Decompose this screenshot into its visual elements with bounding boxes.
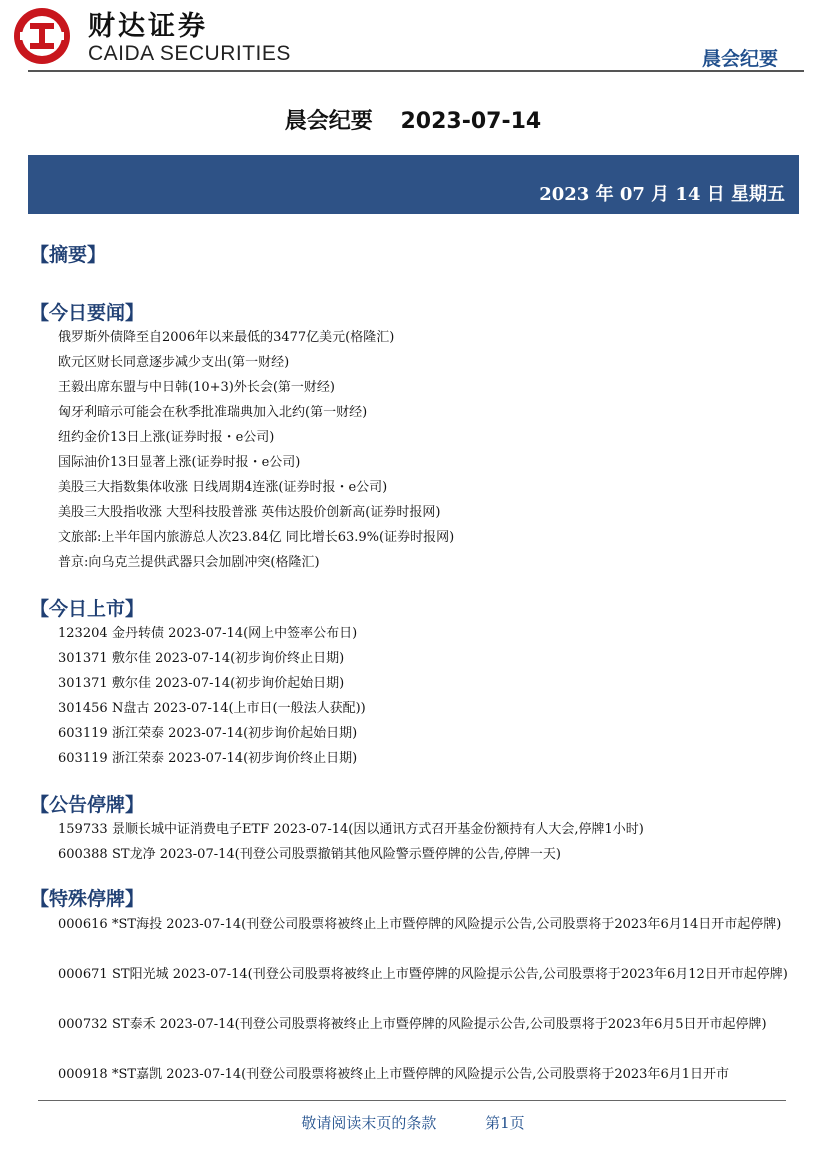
footer-divider: [38, 1100, 786, 1101]
stock-code: 000732: [58, 1017, 108, 1032]
listing-row: [58, 625, 357, 643]
stock-code: 301456: [58, 701, 108, 716]
listing-text: 敷尔佳 2023-07-14(初步询价终止日期): [112, 651, 345, 666]
date-banner: [28, 155, 799, 214]
special-row: [30, 1062, 800, 1087]
report-type-label: 晨会纪要: [701, 48, 778, 70]
section-news: 【今日要闻】: [30, 302, 145, 324]
special-text: ST泰禾 2023-07-14(刊登公司股票将被终止上市暨停牌的风险提示公告,公司股票将于2023年6月5日开市起停牌): [112, 1017, 767, 1032]
listing-text: 金丹转债 2023-07-14(网上中签率公布日): [112, 626, 358, 641]
page-footer: [0, 1112, 826, 1133]
stock-code: 603119: [58, 751, 108, 766]
news-item: 美股三大股指收涨 大型科技股普涨 英伟达股价创新高(证券时报网): [58, 505, 441, 520]
listing-row: [58, 675, 344, 693]
caida-logo-icon: [12, 6, 72, 66]
section-special: 【特殊停牌】: [30, 888, 145, 910]
news-item: 国际油价13日显著上涨(证券时报・e公司): [58, 455, 301, 470]
news-item: 欧元区财长同意逐步减少支出(第一财经): [58, 355, 290, 370]
listing-text: 浙江荣泰 2023-07-14(初步询价起始日期): [112, 726, 358, 741]
listing-text: 敷尔佳 2023-07-14(初步询价起始日期): [112, 676, 345, 691]
page-number: 第1页: [485, 1114, 525, 1132]
stock-code: 000918: [58, 1067, 108, 1082]
news-item: 纽约金价13日上涨(证券时报・e公司): [58, 430, 275, 445]
stock-code: 000671: [58, 967, 108, 982]
news-item: 匈牙利暗示可能会在秋季批准瑞典加入北约(第一财经): [58, 405, 368, 420]
news-item: 文旅部:上半年国内旅游总人次23.84亿 同比增长63.9%(证券时报网): [58, 530, 455, 545]
stock-code: 159733: [58, 822, 108, 837]
suspension-text: ST龙净 2023-07-14(刊登公司股票撤销其他风险警示暨停牌的公告,停牌一天): [112, 847, 561, 862]
listing-text: 浙江荣泰 2023-07-14(初步询价终止日期): [112, 751, 358, 766]
stock-code: 000616: [58, 917, 108, 932]
title-date: 2023-07-14: [400, 109, 542, 134]
stock-code: 603119: [58, 726, 108, 741]
page-title: [0, 104, 826, 135]
section-summary: 【摘要】: [30, 244, 107, 266]
footer-notice: 敬请阅读末页的条款: [301, 1114, 437, 1132]
news-item: 普京:向乌克兰提供武器只会加剧冲突(格隆汇): [58, 555, 320, 570]
stock-code: 301371: [58, 676, 108, 691]
special-row: [30, 1012, 800, 1037]
special-row: [30, 962, 800, 987]
brand-name-en: CAIDA SECURITIES: [88, 42, 291, 65]
listing-row: [58, 750, 357, 768]
section-suspension: 【公告停牌】: [30, 794, 145, 816]
special-text: ST阳光城 2023-07-14(刊登公司股票将被终止上市暨停牌的风险提示公告,公司股票将于2023年6月12日开市起停牌): [112, 967, 788, 982]
news-item: 俄罗斯外债降至自2006年以来最低的3477亿美元(格隆汇): [58, 330, 395, 345]
listing-row: [58, 725, 357, 743]
listing-text: N盘古 2023-07-14(上市日(一般法人获配)): [112, 701, 366, 716]
section-listing: 【今日上市】: [30, 598, 145, 620]
suspension-row: [58, 821, 644, 839]
special-row: [30, 912, 800, 937]
news-item: 王毅出席东盟与中日韩(10+3)外长会(第一财经): [58, 380, 335, 395]
listing-row: [58, 650, 344, 668]
special-text: *ST嘉凯 2023-07-14(刊登公司股票将被终止上市暨停牌的风险提示公告,公司股票将于2023年6月1日开市: [112, 1067, 729, 1082]
stock-code: 301371: [58, 651, 108, 666]
special-text: *ST海投 2023-07-14(刊登公司股票将被终止上市暨停牌的风险提示公告,公司股票将于2023年6月14日开市起停牌): [112, 917, 782, 932]
title-label: 晨会纪要: [284, 109, 373, 134]
banner-date: 2023 年 07 月 14 日 星期五: [539, 184, 785, 205]
brand-name-cn: 财达证券: [88, 11, 208, 42]
listing-row: [58, 700, 366, 718]
suspension-row: [58, 846, 561, 864]
suspension-text: 景顺长城中证消费电子ETF 2023-07-14(因以通讯方式召开基金份额持有人大会,停牌1小时): [112, 822, 644, 837]
stock-code: 600388: [58, 847, 108, 862]
stock-code: 123204: [58, 626, 108, 641]
news-item: 美股三大指数集体收涨 日线周期4连涨(证券时报・e公司): [58, 480, 388, 495]
header-divider: [28, 70, 804, 72]
